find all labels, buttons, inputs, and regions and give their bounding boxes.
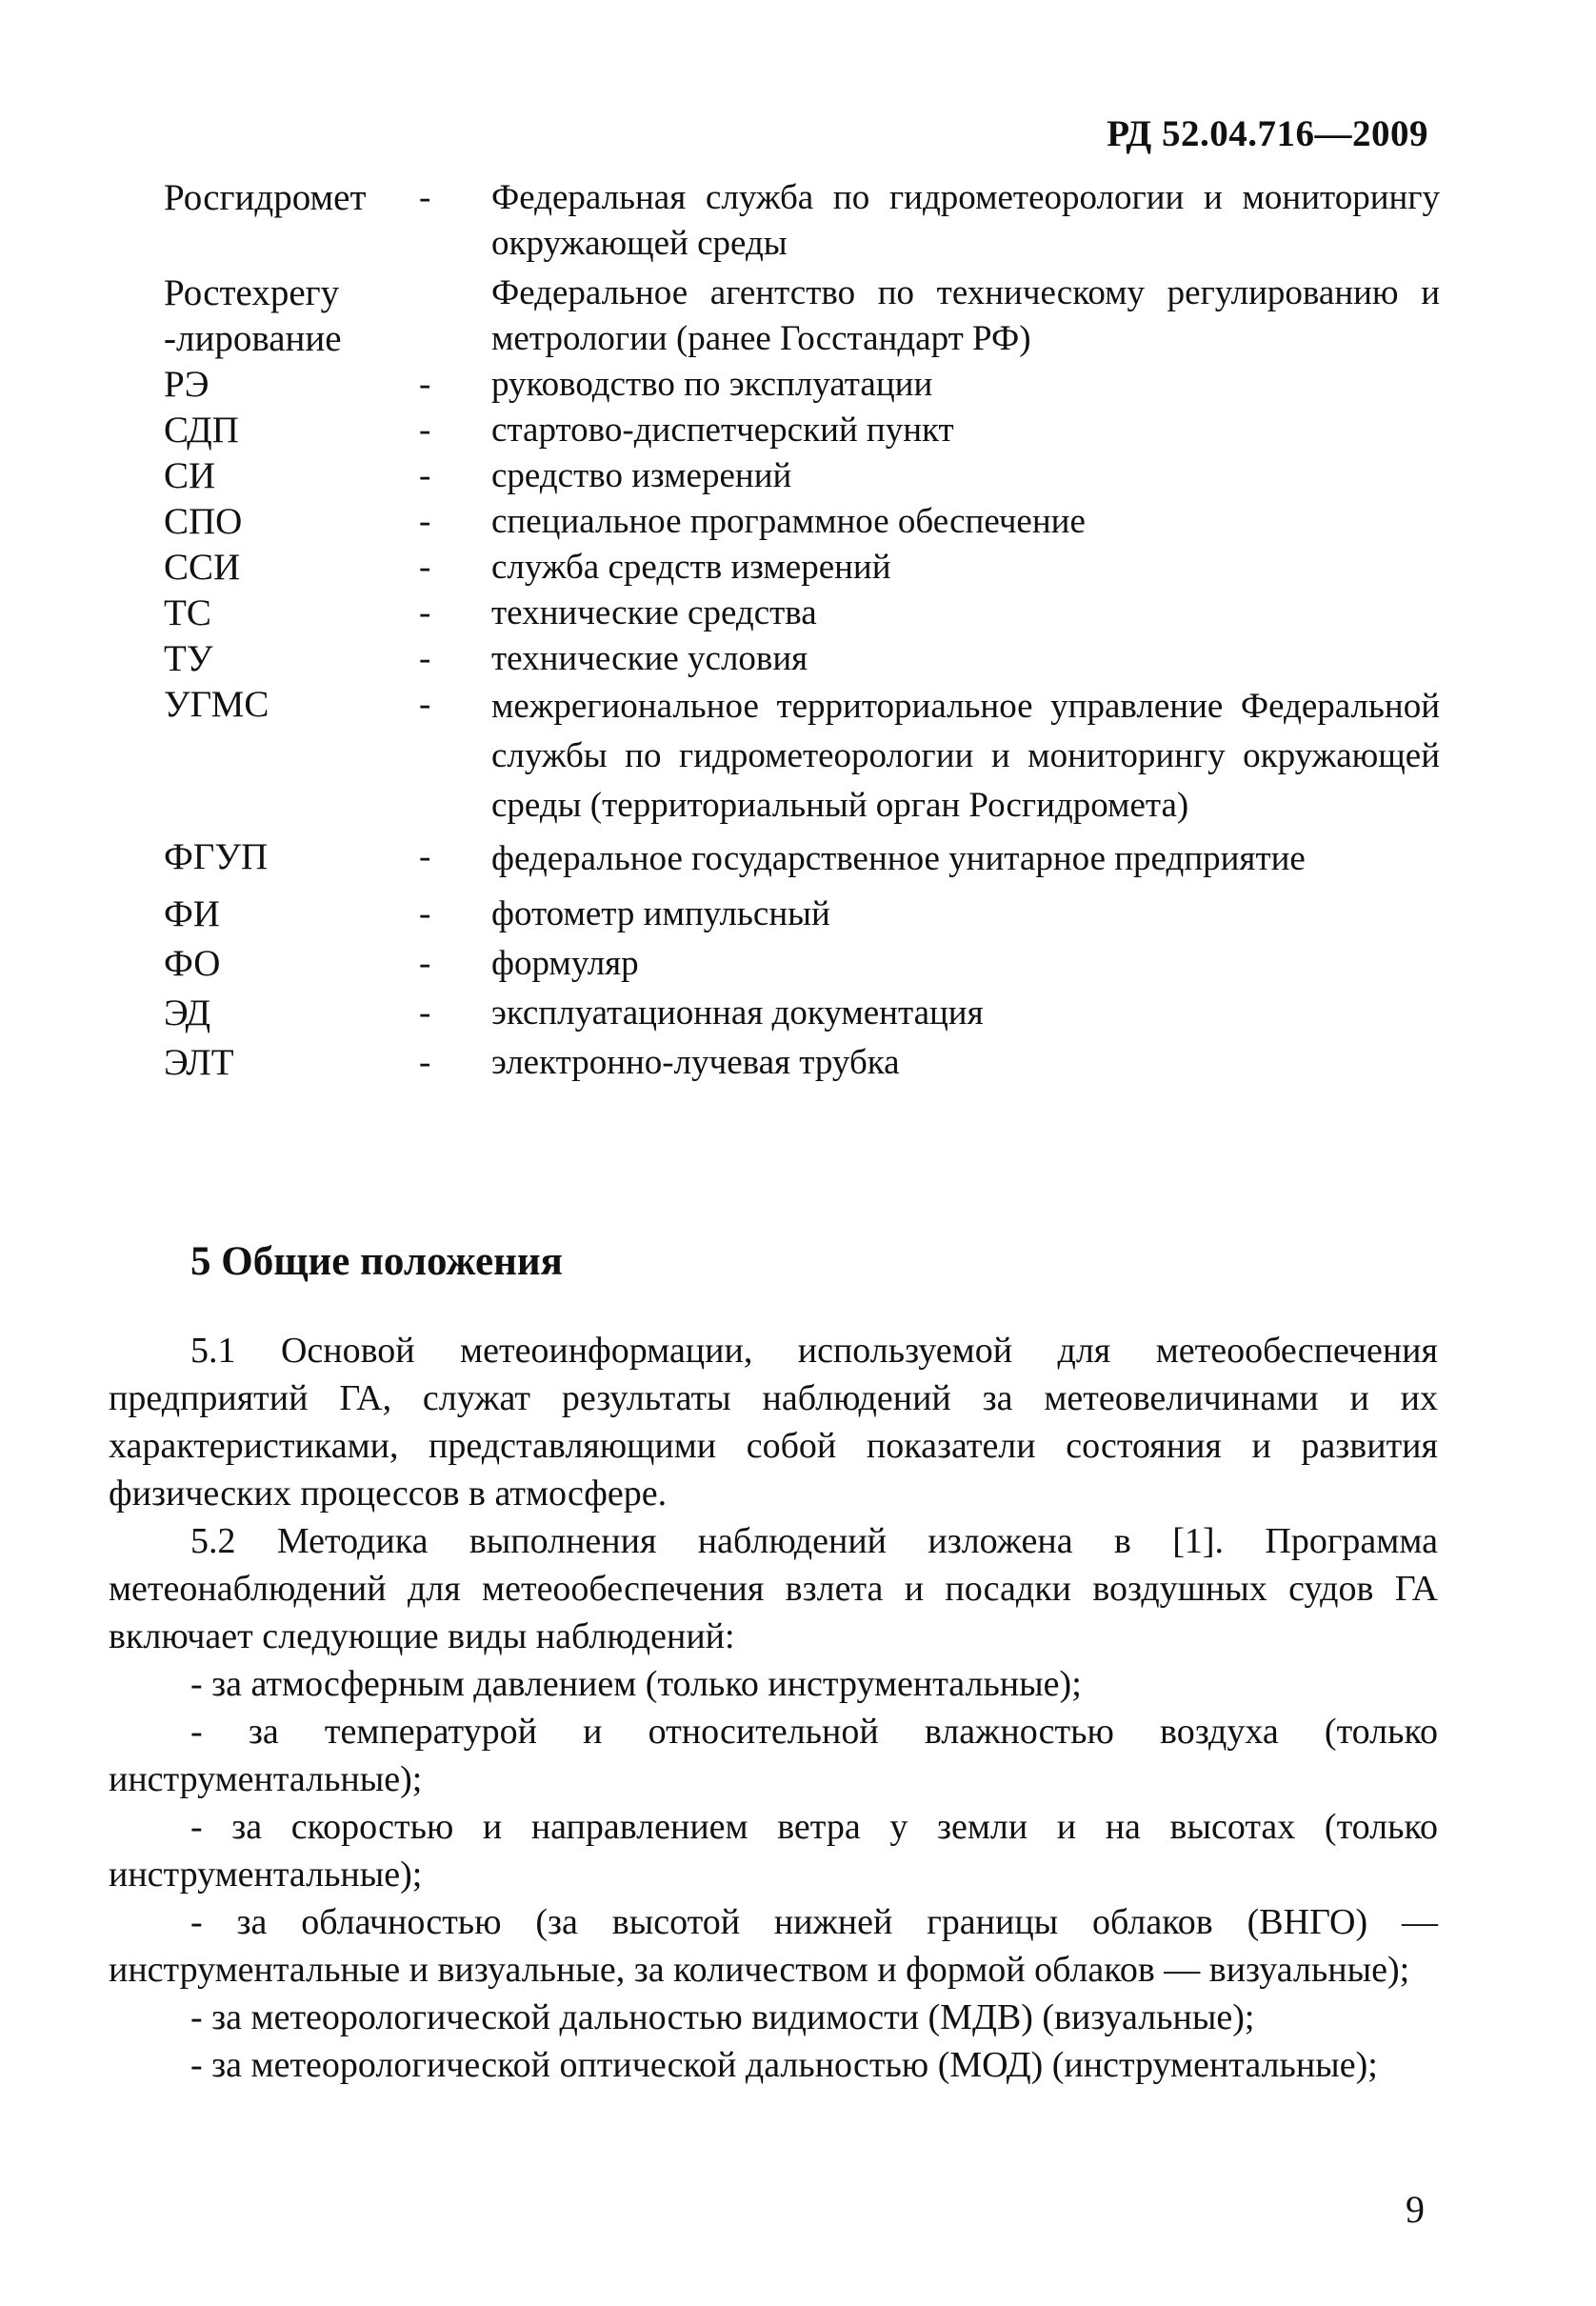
- abbreviations-list: [164, 175, 1440, 1086]
- abbreviation-definition: формуляр: [491, 944, 639, 983]
- page-number: 9: [1406, 2188, 1425, 2231]
- abbreviation-definition: Федеральное агентство по техническому регулированию и метрологии (ранее Госстандарт РФ): [491, 273, 1440, 358]
- abbreviation-dash: -: [419, 411, 431, 450]
- abbreviation-term: ФГУП: [164, 836, 269, 877]
- abbreviation-row: [164, 991, 1440, 1036]
- abbreviation-term: УГМС: [164, 684, 269, 725]
- abbreviation-dash: -: [419, 944, 431, 983]
- abbreviation-term: ТУ: [164, 638, 213, 679]
- abbreviation-definition: средство измерений: [491, 456, 792, 495]
- abbreviation-row: [164, 892, 1440, 937]
- abbreviation-row: [164, 499, 1440, 545]
- abbreviation-definition: руководство по эксплуатации: [491, 365, 933, 404]
- abbreviation-term: ССИ: [164, 547, 241, 588]
- abbreviation-row: [164, 941, 1440, 987]
- abbreviation-dash: -: [419, 365, 431, 404]
- abbreviation-term: Росгидромет: [164, 177, 367, 218]
- list-item: - за скоростью и направлением ветра у земли и на высотах (только инструментальные);: [109, 1807, 1438, 1895]
- abbreviation-definition: стартово-диспетчерский пункт: [491, 411, 954, 450]
- abbreviation-row: [164, 636, 1440, 682]
- abbreviation-definition: фотометр импульсный: [491, 894, 830, 933]
- abbreviation-dash: -: [419, 685, 431, 724]
- abbreviation-term: СПО: [164, 501, 243, 542]
- abbreviation-definition: служба средств измерений: [491, 548, 891, 587]
- abbreviation-term: ФИ: [164, 893, 220, 934]
- abbreviation-dash: -: [419, 1043, 431, 1082]
- observation-types-list: [109, 1660, 1438, 2089]
- abbreviation-dash: -: [419, 548, 431, 587]
- list-item: - за облачностью (за высотой нижней границы облаков (ВНГО) — инструментальные и визуальные, за количеством и формой облаков — визуальные);: [109, 1902, 1438, 1990]
- abbreviation-definition: электронно-лучевая трубка: [491, 1043, 900, 1082]
- abbreviation-row: [164, 175, 1440, 267]
- abbreviation-term: ЭД: [164, 993, 211, 1033]
- abbreviation-dash: -: [419, 178, 431, 217]
- abbreviation-row: [164, 834, 1440, 884]
- abbreviation-definition: технические средства: [491, 593, 817, 632]
- abbreviation-dash: -: [419, 837, 431, 876]
- abbreviation-dash: -: [419, 502, 431, 541]
- list-item: - за метеорологической дальностью видимости (МДВ) (визуальные);: [190, 1997, 1255, 2037]
- abbreviation-term: ТС: [164, 592, 211, 633]
- abbreviation-row: [164, 271, 1440, 362]
- abbreviation-row: [164, 682, 1440, 831]
- abbreviation-term: СДП: [164, 410, 239, 451]
- abbreviation-definition: технические условия: [491, 639, 808, 678]
- abbreviation-term: ЭЛТ: [164, 1042, 234, 1083]
- abbreviation-term: СИ: [164, 455, 216, 496]
- paragraph-5-1: 5.1 Основой метеоинформации, используемой для метеообеспечения предприятий ГА, служат результаты наблюдений за метеовеличинами и их характеристиками, представляющими собой показатели состояния и развития физических процессов в атмосфере.: [109, 1331, 1438, 1514]
- abbreviation-row: [164, 1040, 1440, 1086]
- abbreviation-dash: -: [419, 894, 431, 933]
- abbreviation-dash: -: [419, 593, 431, 632]
- abbreviation-row: [164, 362, 1440, 408]
- abbreviation-row: [164, 408, 1440, 453]
- abbreviation-row: [164, 591, 1440, 636]
- abbreviation-term: Ростехрегу-лирование: [164, 272, 342, 359]
- list-item: - за температурой и относительной влажностью воздуха (только инструментальные);: [109, 1712, 1438, 1799]
- abbreviation-term: РЭ: [164, 364, 209, 405]
- document-code: РД 52.04.716—2009: [1107, 113, 1428, 154]
- list-item: - за атмосферным давлением (только инструментальные);: [190, 1664, 1082, 1704]
- abbreviation-definition: специальное программное обеспечение: [491, 502, 1086, 541]
- list-item: - за метеорологической оптической дальностью (МОД) (инструментальные);: [190, 2045, 1378, 2085]
- abbreviation-definition: федеральное государственное унитарное предприятие: [491, 839, 1306, 878]
- abbreviation-dash: -: [419, 456, 431, 495]
- section-title: 5 Общие положения: [190, 1239, 563, 1284]
- abbreviation-term: ФО: [164, 943, 221, 984]
- abbreviation-definition: Федеральная служба по гидрометеорологии и мониторингу окружающей среды: [491, 178, 1440, 263]
- abbreviation-dash: -: [419, 993, 431, 1033]
- abbreviation-definition: межрегиональное территориальное управление Федеральной службы по гидрометеорологии и мониторингу окружающей среды (территориальный орган Росгидромета): [491, 687, 1440, 825]
- section-general-provisions: [109, 1238, 1438, 2089]
- abbreviation-row: [164, 453, 1440, 499]
- abbreviation-definition: эксплуатационная документация: [491, 993, 984, 1033]
- paragraph-5-2: 5.2 Методика выполнения наблюдений изложена в [1]. Программа метеонаблюдений для метеообеспечения взлета и посадки воздушных судов ГА включает следующие виды наблюдений:: [109, 1521, 1438, 1656]
- abbreviation-row: [164, 545, 1440, 591]
- abbreviation-dash: -: [419, 639, 431, 678]
